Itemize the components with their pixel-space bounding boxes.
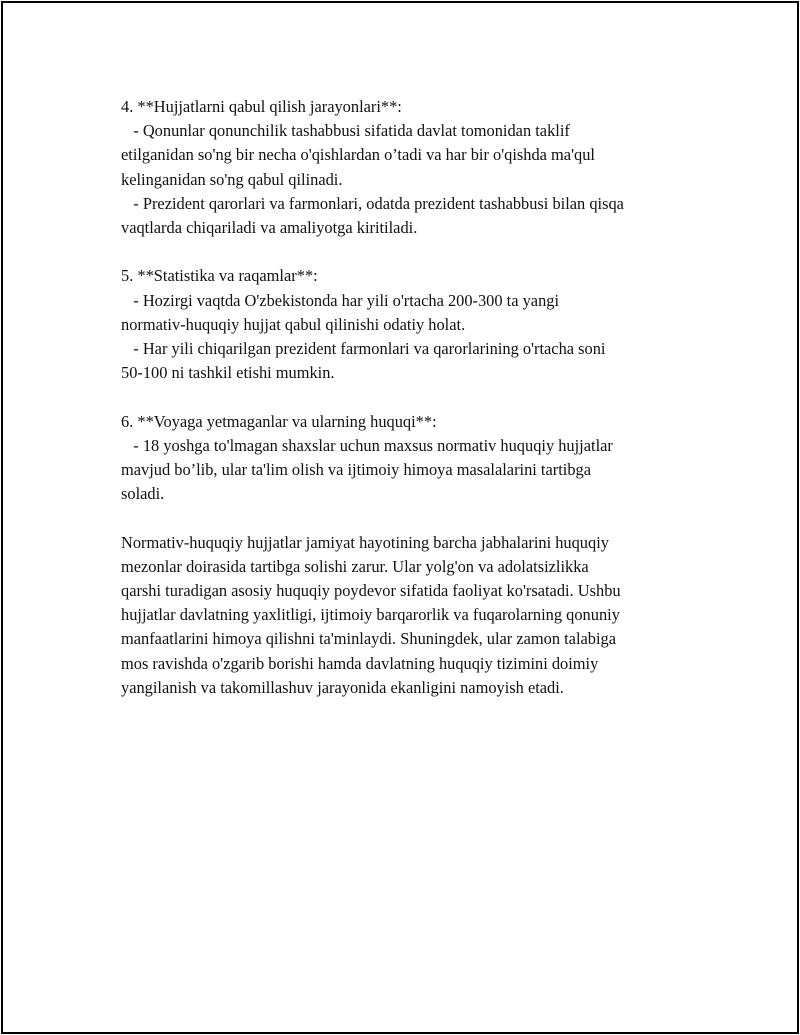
text-line: - Prezident qarorlari va farmonlari, odatda prezident tashabbusi bilan qisqa bbox=[121, 193, 624, 213]
section-voyaga-yetmaganlar bbox=[121, 410, 701, 507]
conclusion-paragraph bbox=[121, 531, 701, 700]
text-line: manfaatlarini himoya qilishni ta'minlaydi. Shuningdek, ular zamon talabiga bbox=[121, 629, 617, 649]
text-line: - Hozirgi vaqtda O'zbekistonda har yili o'rtacha 200-300 ta yangi bbox=[121, 290, 560, 310]
section-heading: 5. **Statistika va raqamlar**: bbox=[121, 266, 318, 286]
text-line: yangilanish va takomillashuv jarayonida ekanligini namoyish etadi. bbox=[121, 677, 564, 697]
text-line: mos ravishda o'zgarib borishi hamda davlatning huquqiy tizimini doimiy bbox=[121, 653, 599, 673]
text-line: - Qonunlar qonunchilik tashabbusi sifatida davlat tomonidan taklif bbox=[121, 121, 570, 141]
text-line: vaqtlarda chiqariladi va amaliyotga kiritiladi. bbox=[121, 218, 418, 238]
text-line: - Har yili chiqarilgan prezident farmonlari va qarorlarining o'rtacha soni bbox=[121, 339, 606, 359]
text-line: hujjatlar davlatning yaxlitligi, ijtimoiy barqarorlik va fuqarolarning qonuniy bbox=[121, 605, 620, 625]
text-line: normativ-huquqiy hujjat qabul qilinishi odatiy holat. bbox=[121, 314, 466, 334]
text-line: 50-100 ni tashkil etishi mumkin. bbox=[121, 363, 335, 383]
section-heading: 4. **Hujjatlarni qabul qilish jarayonlari**: bbox=[121, 97, 402, 116]
text-line: mezonlar doirasida tartibga solishi zarur. Ular yolg'on va adolatsizlikka bbox=[121, 556, 589, 576]
section-statistika-va-raqamlar bbox=[121, 264, 701, 385]
text-line: qarshi turadigan asosiy huquqiy poydevor sifatida faoliyat ko'rsatadi. Ushbu bbox=[121, 581, 621, 601]
document-body bbox=[121, 95, 701, 724]
section-heading: 6. **Voyaga yetmaganlar va ularning huquqi**: bbox=[121, 411, 437, 431]
text-line: soladi. bbox=[121, 484, 165, 504]
text-line: Normativ-huquqiy hujjatlar jamiyat hayotining barcha jabhalarini huquqiy bbox=[121, 532, 609, 552]
text-line: etilganidan so'ng bir necha o'qishlardan o’tadi va har bir o'qishda ma'qul bbox=[121, 145, 595, 165]
section-hujjatlarni-qabul-qilish bbox=[121, 95, 701, 240]
text-line: - 18 yoshga to'lmagan shaxslar uchun maxsus normativ huquqiy hujjatlar bbox=[121, 435, 613, 455]
text-line: mavjud bo’lib, ular ta'lim olish va ijtimoiy himoya masalalarini tartibga bbox=[121, 460, 591, 480]
text-line: kelinganidan so'ng qabul qilinadi. bbox=[121, 169, 343, 189]
document-page bbox=[1, 1, 799, 1034]
